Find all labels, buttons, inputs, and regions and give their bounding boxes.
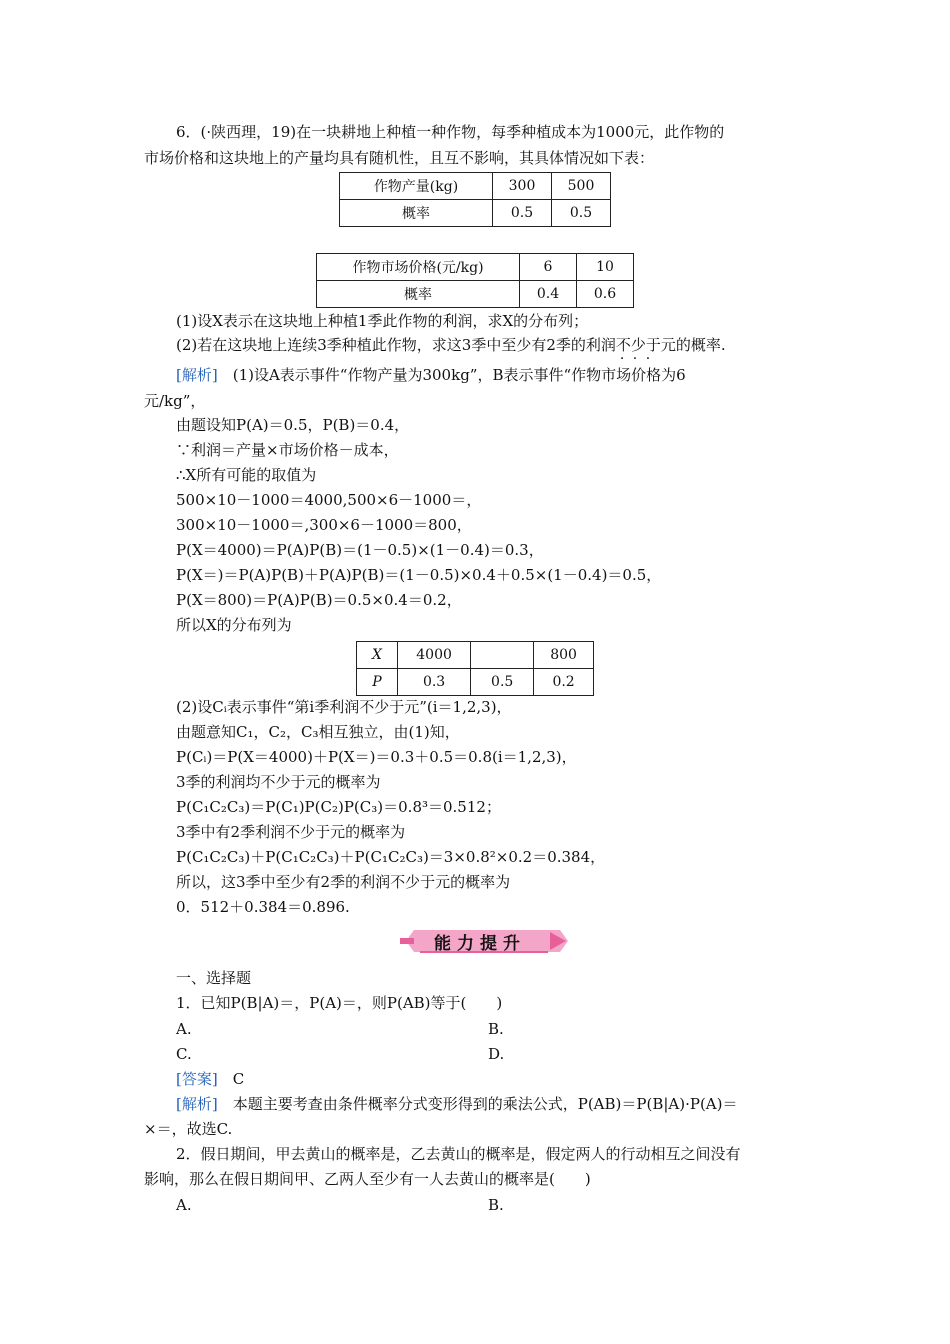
q6-part2	[176, 334, 726, 356]
solution-line2: 元/kg”，	[144, 392, 206, 410]
solution-step: (2)设Cᵢ表示事件“第i季利润不少于元”(i＝1,2,3)，	[176, 698, 512, 716]
distribution-table	[356, 641, 594, 696]
ability-banner-title: 能力提升	[434, 934, 526, 954]
q6-line2: 市场价格和这块地上的产量均具有随机性，且互不影响，其具体情况如下表：	[144, 149, 655, 167]
q1-option-c: C.	[176, 1045, 192, 1063]
solution-step: 3季中有2季利润不少于元的概率为	[176, 823, 406, 841]
price-header: 作物市场价格(元/kg)	[317, 254, 520, 281]
analysis-line2: ×＝，故选C.	[144, 1120, 233, 1138]
q2-option-b: B.	[488, 1196, 504, 1214]
solution-step: 300×10－1000＝,300×6－1000＝800，	[176, 516, 472, 534]
solution-step: P(Cᵢ)＝P(X＝4000)＋P(X＝)＝0.3＋0.5＝0.8(i＝1,2,3)，	[176, 748, 577, 766]
yield-prob-300: 0.5	[493, 200, 552, 227]
answer-value: C	[217, 1070, 245, 1088]
solution-step: P(X＝800)＝P(A)P(B)＝0.5×0.4＝0.2，	[176, 591, 462, 609]
answer-line	[176, 1068, 244, 1090]
yield-prob-label: 概率	[340, 200, 493, 227]
q1-option-a: A.	[176, 1020, 192, 1038]
dist-x-800: 800	[534, 642, 594, 669]
solution-line1	[176, 364, 686, 386]
solution-step: 所以X的分布列为	[176, 616, 292, 634]
emphasis-dots: 不少于 · · ·	[616, 334, 661, 356]
price-10: 10	[577, 254, 634, 281]
q6-part2-a: (2)若在这块地上连续3季种植此作物，求这3季中至少有2季的利润	[176, 336, 616, 354]
solution-step: 3季的利润均不少于元的概率为	[176, 773, 381, 791]
dist-x-blank	[471, 642, 534, 669]
analysis-tag-2: [解析]	[176, 1095, 218, 1113]
q6-line1: 6．(·陕西理，19)在一块耕地上种植一种作物，每季种植成本为1000元，此作物的	[176, 123, 725, 141]
yield-500: 500	[552, 173, 611, 200]
q1-stem: 1．已知P(B|A)＝，P(A)＝，则P(AB)等于( )	[176, 994, 503, 1012]
dist-x-4000: 4000	[398, 642, 471, 669]
q1-option-d: D.	[488, 1045, 505, 1063]
solution-step: ∵利润＝产量×市场价格－成本，	[176, 441, 399, 459]
q2-line2: 影响，那么在假日期间甲、乙两人至少有一人去黄山的概率是( )	[144, 1170, 591, 1188]
yield-header: 作物产量(kg)	[340, 173, 493, 200]
q6-part2-c: 元的概率.	[660, 336, 726, 354]
solution-step: 0．512＋0.384＝0.896.	[176, 898, 350, 916]
price-prob-6: 0.4	[520, 281, 577, 308]
q6-part1: (1)设X表示在这块地上种植1季此作物的利润，求X的分布列；	[176, 312, 589, 330]
yield-table	[339, 172, 611, 227]
q2-line1: 2．假日期间，甲去黄山的概率是，乙去黄山的概率是，假定两人的行动相互之间没有	[176, 1145, 741, 1163]
analysis-line1	[176, 1093, 737, 1115]
solution-step: P(C₁C₂C₃)＋P(C₁C₂C₃)＋P(C₁C₂C₃)＝3×0.8²×0.2＝0.384，	[176, 848, 606, 866]
solution-step: 由题设知P(A)＝0.5，P(B)＝0.4，	[176, 416, 410, 434]
answer-tag: [答案]	[176, 1070, 218, 1088]
analysis-tag: [解析]	[176, 366, 218, 384]
dist-p-2: 0.5	[471, 669, 534, 696]
solution-step: P(X＝)＝P(A)P(B)＋P(A)P(B)＝(1－0.5)×0.4＋0.5×(1－0.4)＝0.5，	[176, 566, 662, 584]
price-prob-label: 概率	[317, 281, 520, 308]
solution-step: 所以，这3季中至少有2季的利润不少于元的概率为	[176, 873, 511, 891]
analysis-text: 本题主要考查由条件概率分式变形得到的乘法公式，P(AB)＝P(B|A)·P(A)＝	[217, 1095, 738, 1113]
dist-x-label: X	[357, 642, 398, 669]
dist-p-3: 0.2	[534, 669, 594, 696]
solution-step: ∴X所有可能的取值为	[176, 466, 317, 484]
solution-step: P(X＝4000)＝P(A)P(B)＝(1－0.5)×(1－0.4)＝0.3，	[176, 541, 544, 559]
yield-300: 300	[493, 173, 552, 200]
price-prob-10: 0.6	[577, 281, 634, 308]
q1-option-b: B.	[488, 1020, 504, 1038]
q2-option-a: A.	[176, 1196, 192, 1214]
solution-step: P(C₁C₂C₃)＝P(C₁)P(C₂)P(C₃)＝0.8³＝0.512；	[176, 798, 501, 816]
solution-s1: (1)设A表示事件“作物产量为300kg”，B表示事件“作物市场价格为6	[217, 366, 686, 384]
dist-p-1: 0.3	[398, 669, 471, 696]
price-table	[316, 253, 634, 308]
dist-p-label: P	[357, 669, 398, 696]
yield-prob-500: 0.5	[552, 200, 611, 227]
q1-options-row1	[176, 1018, 192, 1040]
price-6: 6	[520, 254, 577, 281]
solution-step: 由题意知C₁，C₂，C₃相互独立，由(1)知，	[176, 723, 460, 741]
section-heading: 一、选择题	[176, 969, 252, 987]
solution-step: 500×10－1000＝4000,500×6－1000＝，	[176, 491, 482, 509]
